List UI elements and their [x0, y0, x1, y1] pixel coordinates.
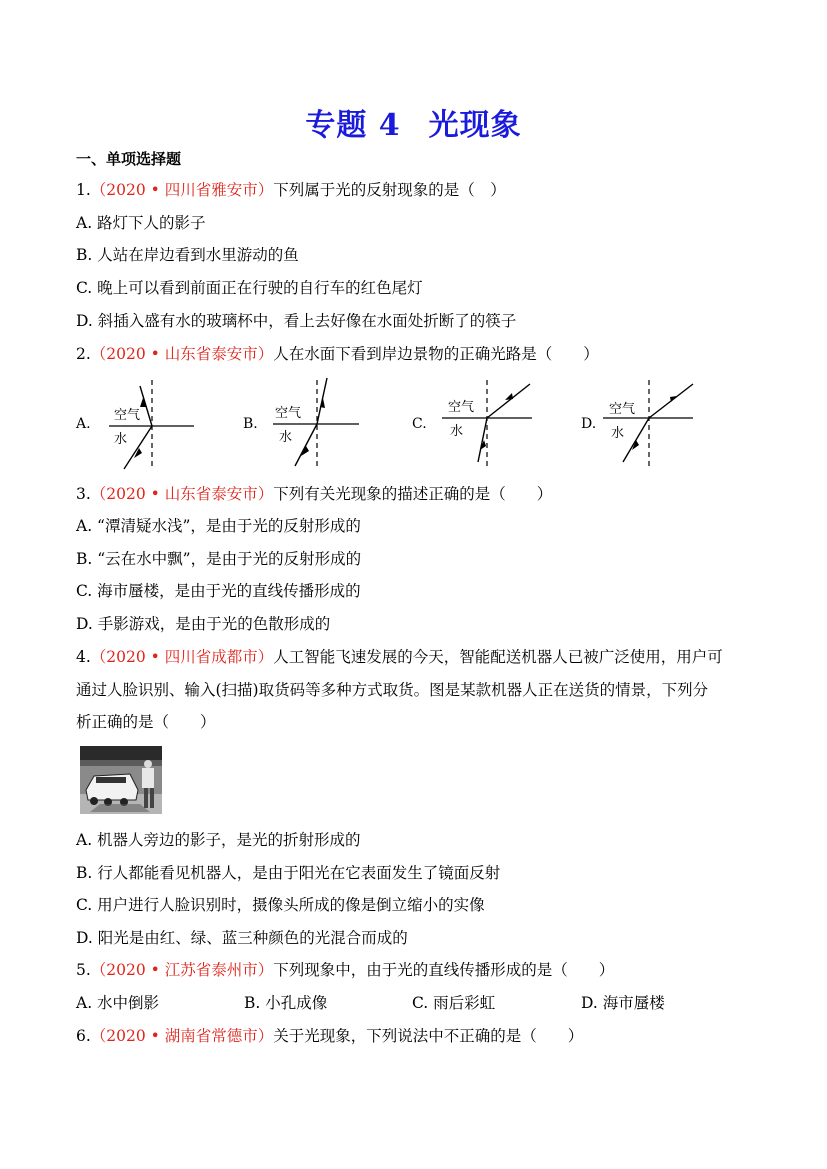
- air-label: 空气: [609, 402, 636, 417]
- water-label: 水: [450, 424, 464, 439]
- diagram-option-label: D.: [581, 416, 597, 432]
- question-6-stem: [76, 1025, 583, 1047]
- ray-diagram-svg: [412, 376, 542, 471]
- question-number: 6.: [76, 1027, 91, 1045]
- question-source: （2020 • 山东省泰安市）: [90, 345, 274, 363]
- delivery-robot-photo: [80, 746, 162, 814]
- air-label: 空气: [448, 400, 475, 415]
- option-d: D. 阳光是由红、绿、蓝三种颜色的光混合而成的: [76, 929, 408, 947]
- option-c: C. 雨后彩虹: [412, 994, 496, 1012]
- question-4-stem-line-2: 通过人脸识别、输入(扫描)取货码等多种方式取货。图是某款机器人正在送货的情景，下列分: [76, 681, 709, 699]
- title-main: 专题 4: [305, 108, 401, 143]
- option-a: A. 机器人旁边的影子，是光的折射形成的: [76, 831, 361, 849]
- ray-diagram-svg: [76, 376, 206, 471]
- question-text: 关于光现象，下列说法中不正确的是（ ）: [273, 1027, 584, 1045]
- question-text: 下列现象中，由于光的直线传播形成的是（ ）: [273, 961, 615, 979]
- question-source: （2020 • 四川省雅安市）: [90, 181, 274, 199]
- water-label: 水: [279, 430, 293, 445]
- light-path-diagram-a: [76, 376, 206, 471]
- option-a: A. 水中倒影: [76, 994, 160, 1012]
- title-sub: 光现象: [428, 108, 522, 143]
- question-source: （2020 • 江苏省泰州市）: [90, 961, 274, 979]
- question-4-stem-line-3: 析正确的是（ ）: [76, 713, 216, 731]
- question-text: 人工智能飞速发展的今天，智能配送机器人已被广泛使用，用户可: [273, 648, 723, 666]
- question-2-stem: [76, 343, 599, 365]
- water-label: 水: [611, 426, 625, 441]
- page-title: [0, 100, 827, 144]
- question-3-stem: [76, 483, 552, 505]
- water-label: 水: [114, 432, 128, 447]
- option-d: D. 手影游戏，是由于光的色散形成的: [76, 615, 331, 633]
- question-number: 1.: [76, 181, 91, 199]
- option-b: B. “云在水中飘”，是由于光的反射形成的: [76, 550, 362, 568]
- ray-diagram-svg: [243, 376, 373, 471]
- light-path-diagram-d: [581, 376, 711, 471]
- question-source: （2020 • 山东省泰安市）: [90, 485, 274, 503]
- question-1-stem: [76, 179, 506, 201]
- option-a: A. 路灯下人的影子: [76, 214, 206, 232]
- air-label: 空气: [114, 408, 141, 423]
- ray-diagram-svg: [581, 376, 711, 471]
- option-b: B. 行人都能看见机器人，是由于阳光在它表面发生了镜面反射: [76, 864, 501, 882]
- light-path-diagram-c: [412, 376, 542, 471]
- option-b: B. 人站在岸边看到水里游动的鱼: [76, 246, 299, 264]
- robot-image-svg: [80, 746, 162, 814]
- question-number: 5.: [76, 961, 91, 979]
- question-number: 3.: [76, 485, 91, 503]
- question-5-stem: [76, 959, 614, 981]
- option-c: C. 海市蜃楼，是由于光的直线传播形成的: [76, 582, 361, 600]
- question-text: 下列属于光的反射现象的是（ ）: [273, 181, 506, 199]
- option-c: C. 用户进行人脸识别时，摄像头所成的像是倒立缩小的实像: [76, 896, 485, 914]
- option-d: D. 海市蜃楼: [581, 994, 665, 1012]
- air-label: 空气: [275, 406, 302, 421]
- option-a: A. “潭清疑水浅”，是由于光的反射形成的: [76, 517, 361, 535]
- diagram-option-label: B.: [243, 416, 258, 432]
- question-source: （2020 • 四川省成都市）: [90, 648, 274, 666]
- question-4-stem: [76, 646, 723, 668]
- diagram-option-label: A.: [76, 416, 91, 432]
- question-source: （2020 • 湖南省常德市）: [90, 1027, 274, 1045]
- option-d: D. 斜插入盛有水的玻璃杯中，看上去好像在水面处折断了的筷子: [76, 312, 517, 330]
- question-number: 4.: [76, 648, 91, 666]
- diagram-option-label: C.: [412, 416, 427, 432]
- light-path-diagram-b: [243, 376, 373, 471]
- option-c: C. 晚上可以看到前面正在行驶的自行车的红色尾灯: [76, 279, 423, 297]
- question-text: 人在水面下看到岸边景物的正确光路是（ ）: [273, 345, 599, 363]
- section-heading: 一、单项选择题: [76, 150, 182, 168]
- question-text: 下列有关光现象的描述正确的是（ ）: [273, 485, 553, 503]
- option-b: B. 小孔成像: [244, 994, 328, 1012]
- question-number: 2.: [76, 345, 91, 363]
